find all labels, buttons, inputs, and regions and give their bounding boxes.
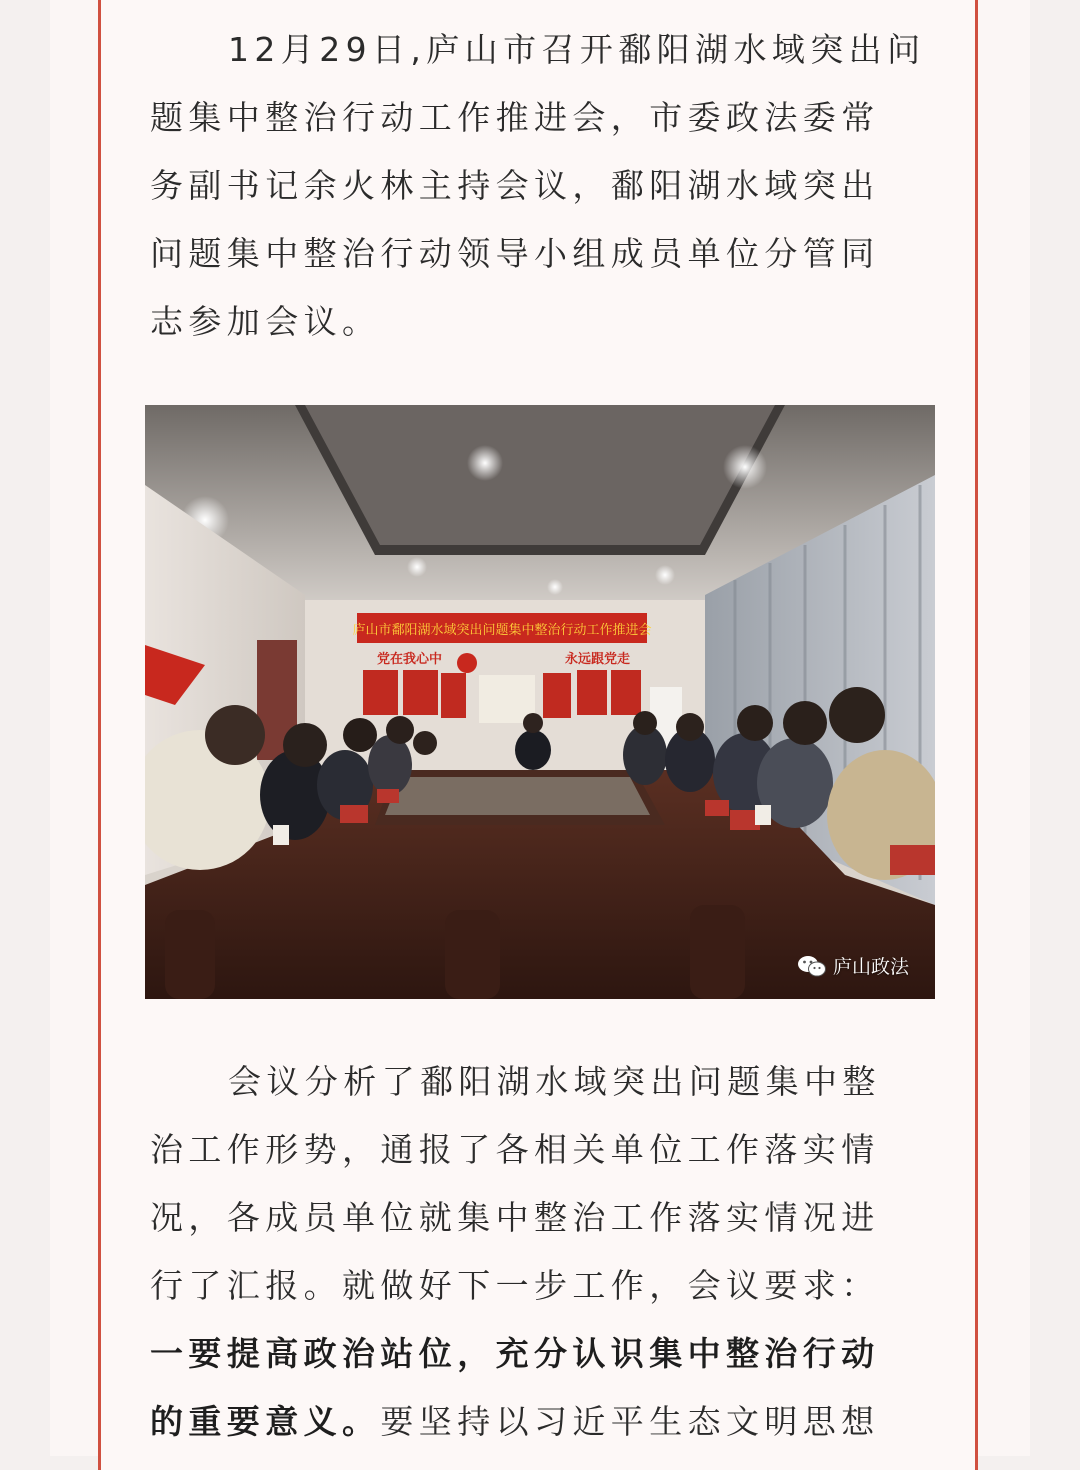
slogan-right: 永远跟党走 xyxy=(565,652,631,667)
article-paragraph-1 xyxy=(150,16,926,356)
paragraph-line: 务副书记余火林主持会议，鄱阳湖水域突出 xyxy=(150,166,880,205)
paragraph-line: 行了汇报。就做好下一步工作，会议要求： xyxy=(150,1266,880,1305)
paragraph-line: 况，各成员单位就集中整治工作落实情况进 xyxy=(150,1198,880,1237)
paragraph-line: 治工作形势，通报了各相关单位工作落实情 xyxy=(150,1130,880,1169)
meeting-photo-illustration xyxy=(145,405,935,999)
slogan-left: 党在我心中 xyxy=(377,652,443,667)
watermark xyxy=(797,952,909,979)
article-paragraph-2 xyxy=(150,1048,926,1456)
paragraph-line: 问题集中整治行动领导小组成员单位分管同 xyxy=(150,234,880,273)
paragraph-line: 会议分析了鄱阳湖水域突出问题集中整 xyxy=(228,1062,881,1101)
paragraph-line: 题集中整治行动工作推进会，市委政法委常 xyxy=(150,98,880,137)
bold-lead-text: 一要提高政治站位，充分认识集中整治行动 xyxy=(150,1334,880,1373)
paragraph-line xyxy=(150,1388,926,1456)
watermark-text: 庐山政法 xyxy=(832,956,909,978)
wechat-icon xyxy=(797,954,827,978)
paragraph-line xyxy=(150,1320,926,1388)
meeting-photo[interactable] xyxy=(145,405,935,999)
paragraph-line: 12月29日,庐山市召开鄱阳湖水域突出问 xyxy=(228,30,926,69)
bold-tail-text: 的重要意义。 xyxy=(150,1402,381,1441)
paragraph-line: 志参加会议。 xyxy=(150,302,381,341)
banner-text: 庐山市鄱阳湖水域突出问题集中整治行动工作推进会 xyxy=(352,623,652,638)
normal-tail-text: 要坚持以习近平生态文明思想 xyxy=(380,1402,880,1441)
